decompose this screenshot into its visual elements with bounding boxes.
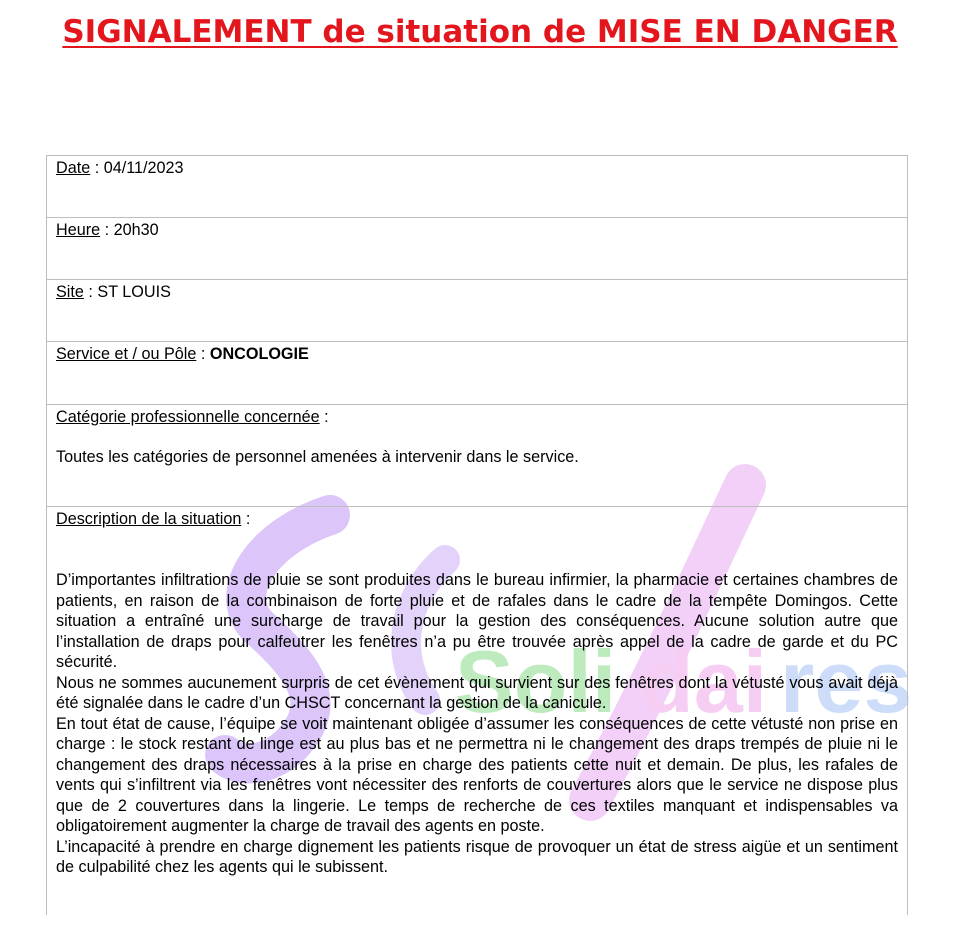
heure-row bbox=[47, 218, 907, 280]
categorie-separator: : bbox=[319, 408, 329, 426]
svg-text:dai: dai bbox=[640, 632, 768, 731]
date-row bbox=[47, 156, 907, 218]
description-row bbox=[47, 507, 907, 927]
site-value: ST LOUIS bbox=[97, 283, 171, 301]
site-row bbox=[47, 280, 907, 342]
site-separator: : bbox=[83, 283, 98, 301]
service-separator: : bbox=[196, 345, 210, 363]
heure-label: Heure bbox=[56, 221, 101, 239]
heure-separator: : bbox=[100, 221, 114, 239]
svg-text:Soli: Soli bbox=[455, 632, 617, 731]
categorie-label: Catégorie professionnelle concernée bbox=[56, 408, 320, 426]
description-separator: : bbox=[241, 510, 251, 528]
description-label: Description de la situation bbox=[56, 510, 242, 528]
categorie-value: Toutes les catégories de personnel amenées à intervenir dans le service. bbox=[56, 448, 579, 466]
date-separator: : bbox=[90, 159, 104, 177]
date-label: Date bbox=[56, 159, 91, 177]
service-row bbox=[47, 342, 907, 405]
page-title: SIGNALEMENT de situation de MISE EN DANGER bbox=[62, 14, 898, 50]
description-paragraph: D’importantes infiltrations de pluie se sont produites dans le bureau infirmier, la pharmacie et certaines chambres de patients, en raison de la combinaison de forte pluie et de rafales dans le cadre de la tempête Domingos. Cette situation a entraîné une surcharge de travail pour la gestion des conséquences. Aucune solution autre que l’installation de draps pour calfeutrer les fenêtres n’a pu être trouvée après appel de la cadre de garde et du PC sécurité. bbox=[56, 571, 898, 671]
categorie-row bbox=[47, 405, 907, 507]
site-label: Site bbox=[56, 283, 84, 301]
svg-text:res: res bbox=[780, 632, 913, 731]
description-paragraph: L’incapacité à prendre en charge dignement les patients risque de provoquer un état de stress aigüe et un sentiment de culpabilité chez les agents qui le subissent. bbox=[56, 837, 898, 876]
report-form-table bbox=[46, 155, 908, 915]
heure-value: 20h30 bbox=[113, 221, 159, 239]
service-value: ONCOLOGIE bbox=[209, 345, 309, 363]
description-paragraph: En tout état de cause, l’équipe se voit maintenant obligée d’assumer les conséquences de cette vétusté non prise en charge : le stock restant de linge est au plus bas et ne permettra ni le changement des draps trempés de pluie ni le changement des draps nécessaires à la prise en charge des patients cette nuit et demain. De plus, les rafales de vents qui s’infiltrent via les fenêtres vont nécessiter des renforts de couvertures alors que le service ne dispose plus que de 2 couvertures dans la lingerie. Le temps de recherche de ces textiles manquant et indispensables va obligatoirement augmenter la charge de travail des agents en poste. bbox=[56, 714, 898, 835]
date-value: 04/11/2023 bbox=[103, 159, 184, 177]
description-body bbox=[56, 570, 898, 878]
description-paragraph: Nous ne sommes aucunement surpris de cet évènement qui survient sur des fenêtres dont la vétusté vous avait déjà été signalée dans le cadre d’un CHSCT concernant la gestion de la canicule. bbox=[56, 673, 898, 712]
service-label: Service et / ou Pôle bbox=[56, 345, 197, 363]
